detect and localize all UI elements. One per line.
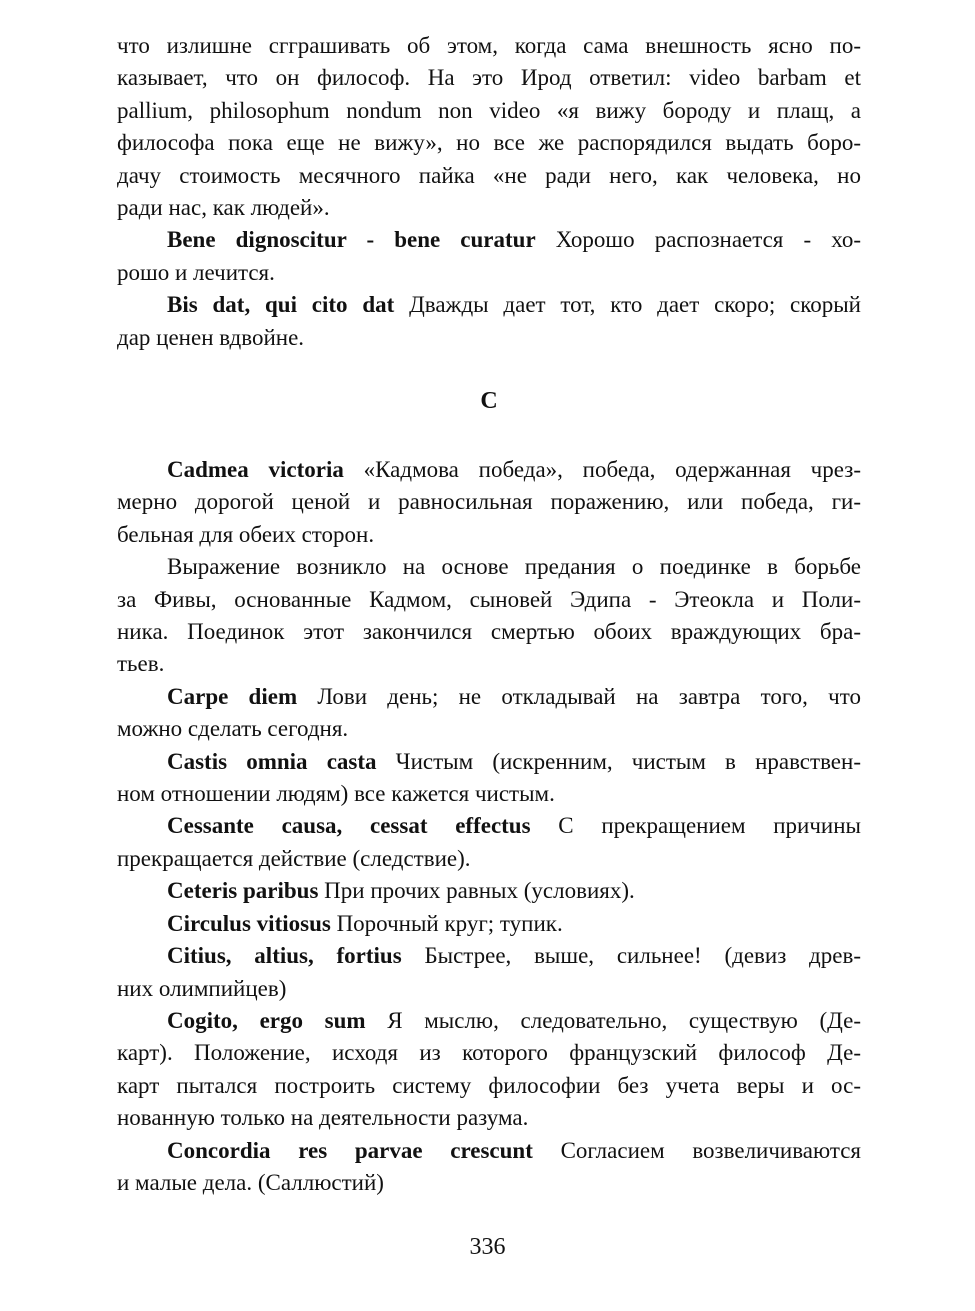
paragraph: [117, 30, 861, 224]
text-line: [117, 551, 861, 583]
line-text: Быстрее, выше, сильнее! (девиз древ-: [401, 943, 861, 969]
line-text: Хорошо распознается - хо-: [535, 227, 861, 253]
dictionary-entry: [117, 810, 861, 875]
text-line: [117, 810, 861, 842]
text-line: [117, 908, 861, 940]
dictionary-entry: [117, 1005, 861, 1135]
dictionary-entry: [117, 454, 861, 551]
line-text: Выражение возникло на основе предания о поединке в борьбе: [167, 554, 861, 580]
line-text: Порочный круг; тупик.: [330, 910, 563, 936]
text-line: [117, 289, 861, 321]
text-line: [117, 875, 861, 907]
text-line: [117, 127, 861, 159]
text-line: [117, 486, 861, 518]
line-text: При прочих равных (условиях).: [318, 878, 635, 904]
text-line: [117, 192, 861, 224]
line-text: можно сделать сегодня.: [117, 716, 349, 742]
entry-term: Citius, altius, fortius: [167, 943, 402, 969]
text-line: [117, 843, 861, 875]
entry-term: Cessante causa, cessat effectus: [167, 813, 531, 839]
text-line: [117, 1135, 861, 1167]
text-line: [117, 681, 861, 713]
text-line: [117, 1070, 861, 1102]
entry-term: Carpe diem: [167, 683, 298, 709]
paragraph: [117, 551, 861, 681]
line-text: Согласием возвеличиваются: [532, 1137, 861, 1163]
text-line: [117, 713, 861, 745]
text-line: [117, 584, 861, 616]
text-line: [117, 973, 861, 1005]
line-text: карт). Положение, исходя из которого французский философ Де-: [117, 1040, 861, 1066]
text-line: [117, 257, 861, 289]
text-line: [117, 62, 861, 94]
text-line: [117, 1167, 861, 1199]
line-text: pallium, philosophum nondum non video «я вижу бороду и плащ, а: [117, 97, 861, 123]
entry-term: Concordia res parvae crescunt: [167, 1137, 533, 1163]
dictionary-entry: [117, 746, 861, 811]
line-text: за Фивы, основанные Кадмом, сыновей Эдипа - Этеокла и Поли-: [117, 586, 861, 612]
dictionary-entry: [117, 908, 861, 940]
entry-term: Cogito, ergo sum: [167, 1007, 366, 1033]
line-text: Чистым (искренним, чистым в нравствен-: [376, 748, 861, 774]
text-line: [117, 648, 861, 680]
line-text: нованную только на деятельности разума.: [117, 1105, 529, 1131]
text-line: [117, 746, 861, 778]
text-line: [117, 940, 861, 972]
entry-term: Ceteris paribus: [167, 878, 319, 904]
entry-term: Bene dignoscitur - bene curatur: [167, 227, 536, 253]
top-text-block: [117, 30, 861, 354]
entry-term: Circulus vitiosus: [167, 910, 331, 936]
line-text: ради нас, как людей».: [117, 195, 330, 221]
dictionary-entry: [117, 681, 861, 746]
line-text: тьев.: [117, 651, 165, 677]
line-text: карт пытался построить систему философии без учета веры и ос-: [117, 1072, 861, 1098]
line-text: и малые дела. (Саллюстий): [117, 1169, 384, 1195]
text-line: [117, 519, 861, 551]
line-text: «Кадмова победа», победа, одержанная чрез-: [343, 457, 861, 482]
dictionary-entry: [117, 1135, 861, 1200]
line-text: бельная для обеих сторон.: [117, 521, 375, 547]
text-line: [117, 616, 861, 648]
line-text: Лови день; не откладывай на завтра того, что: [297, 683, 861, 709]
entry-term: Castis omnia casta: [167, 748, 377, 774]
line-text: дачу стоимость месячного пайка «не ради него, как человека, но: [117, 162, 861, 188]
dictionary-entry: [117, 224, 861, 289]
dictionary-entry: [117, 940, 861, 1005]
text-line: [117, 1037, 861, 1069]
text-line: [117, 30, 861, 62]
entry-term: Bis dat, qui cito dat: [167, 292, 395, 318]
text-line: [117, 1102, 861, 1134]
line-text: ном отношении людям) все кажется чистым.: [117, 781, 555, 807]
text-line: [117, 322, 861, 354]
line-text: них олимпийцев): [117, 975, 287, 1001]
line-text: С прекращением причины: [530, 813, 862, 839]
line-text: прекращается действие (следствие).: [117, 845, 471, 871]
line-text: рошо и лечится.: [117, 259, 275, 285]
text-line: [117, 95, 861, 127]
line-text: что излишне сгграшивать об этом, когда сама внешность ясно по-: [117, 33, 861, 58]
line-text: дар ценен вдвойне.: [117, 324, 305, 350]
line-text: ника. Поединок этот закончился смертью обоих враждующих бра-: [117, 619, 861, 645]
entries-block: [117, 454, 861, 1199]
text-line: [117, 778, 861, 810]
text-line: [117, 454, 861, 486]
text-line: [117, 1005, 861, 1037]
dictionary-entry: [117, 289, 861, 354]
dictionary-entry: [117, 875, 861, 907]
line-text: Дважды дает тот, кто дает скоро; скорый: [394, 292, 861, 318]
text-line: [117, 160, 861, 192]
text-line: [117, 224, 861, 256]
line-text: Я мыслю, следовательно, существую (Де-: [365, 1007, 861, 1033]
page-number: 336: [469, 1234, 506, 1260]
line-text: казывает, что он философ. На это Ирод ответил: video barbam et: [117, 65, 861, 91]
section-heading: C: [480, 388, 498, 414]
line-text: философа пока еще не вижу», но все же распорядился выдать боро-: [117, 130, 861, 156]
line-text: мерно дорогой ценой и равносильная поражению, или победа, ги-: [117, 489, 861, 515]
entry-term: Cadmea victoria: [167, 457, 344, 482]
